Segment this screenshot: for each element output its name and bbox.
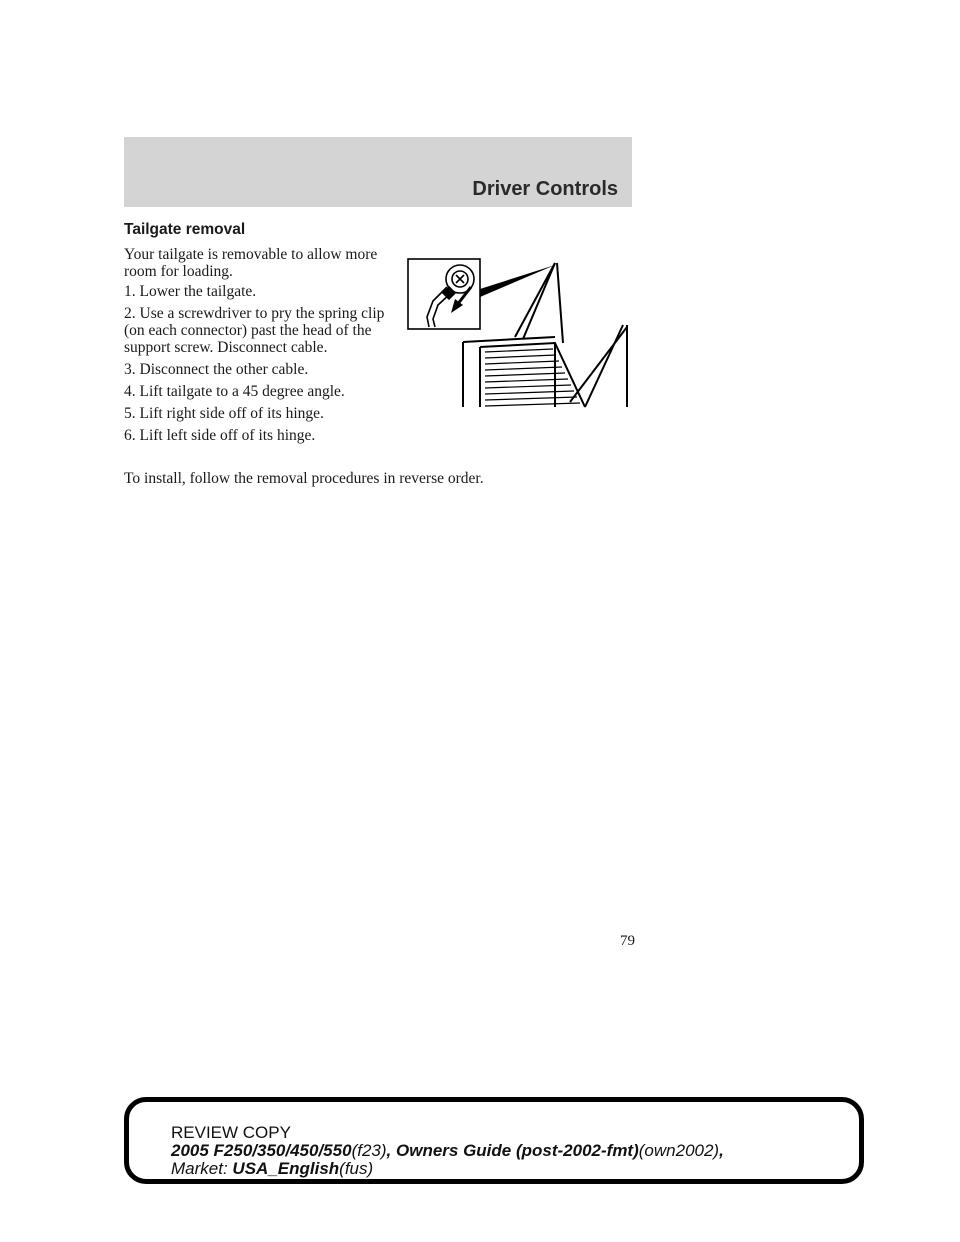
step-item: 4. Lift tailgate to a 45 degree angle. (124, 383, 345, 400)
step-item: 6. Lift left side off of its hinge. (124, 427, 316, 444)
header-band (124, 137, 632, 207)
market-value: USA_English (232, 1159, 340, 1178)
support-cable (515, 263, 555, 337)
separator: , (719, 1141, 724, 1160)
page-number: 79 (620, 933, 635, 949)
review-label: REVIEW COPY (171, 1123, 291, 1142)
install-note: To install, follow the removal procedures in reverse order. (124, 470, 484, 487)
section-header-title: Driver Controls (472, 178, 618, 200)
step-item: 5. Lift right side off of its hinge. (124, 405, 324, 422)
footer-market-line (171, 1160, 724, 1178)
review-footer-box (124, 1097, 864, 1184)
separator: , (386, 1141, 392, 1160)
guide-code: (own2002) (638, 1141, 720, 1160)
step-item: 3. Disconnect the other cable. (124, 361, 309, 378)
connector-inset (408, 259, 480, 329)
footer-review-line (171, 1124, 724, 1142)
step-item: 2. Use a screwdriver to pry the spring clip (on each connector) past the head of the support screw. Disconnect cable. (124, 305, 385, 356)
footer-text (171, 1124, 724, 1178)
model-name: 2005 F250/350/450/550 (171, 1141, 352, 1160)
intro-paragraph: Your tailgate is removable to allow more room for loading. (124, 246, 378, 280)
market-code: (fus) (339, 1159, 374, 1178)
market-label: Market: (171, 1159, 228, 1178)
truck-bed (463, 325, 627, 407)
section-heading: Tailgate removal (124, 221, 246, 238)
tailgate-illustration (405, 257, 635, 412)
bed-floor-ribs (485, 349, 580, 406)
footer-model-line (171, 1142, 724, 1160)
model-code: (f23) (351, 1141, 387, 1160)
guide-name: Owners Guide (post-2002-fmt) (396, 1141, 639, 1160)
step-item: 1. Lower the tailgate. (124, 283, 257, 300)
